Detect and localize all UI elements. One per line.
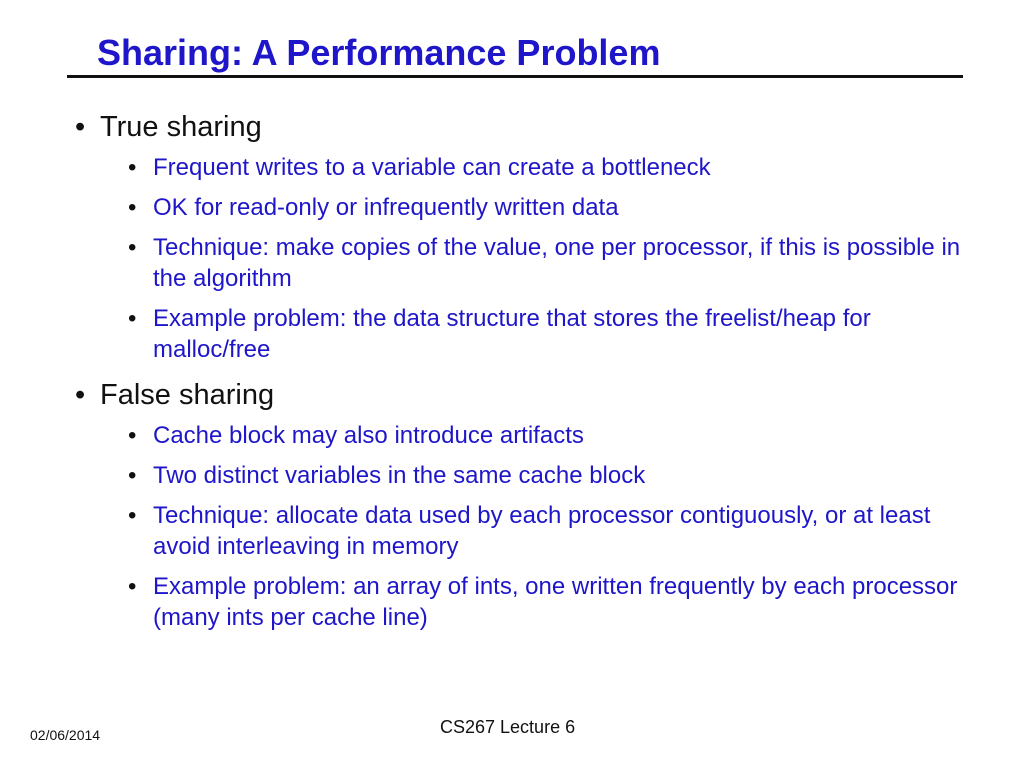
sub-bullet-text: Example problem: an array of ints, one written frequently by each processor (many ints per cache line) xyxy=(153,573,958,631)
sub-bullet xyxy=(128,420,975,451)
bullet-dot: • xyxy=(128,462,137,489)
section-heading: True sharing xyxy=(100,111,262,143)
sub-bullet xyxy=(128,571,975,633)
title-underline xyxy=(67,75,963,78)
bullet-false-sharing xyxy=(75,376,975,414)
sub-bullet-text: OK for read-only or infrequently written data xyxy=(153,194,619,221)
bullet-dot: • xyxy=(128,573,137,600)
bullet-dot: • xyxy=(75,111,86,143)
sub-bullet xyxy=(128,232,975,294)
bullet-dot: • xyxy=(128,154,137,181)
sub-bullet xyxy=(128,152,975,183)
sub-bullet-text: Frequent writes to a variable can create a bottleneck xyxy=(153,154,711,181)
sub-bullet-text: Two distinct variables in the same cache block xyxy=(153,462,646,489)
bullet-dot: • xyxy=(75,379,86,411)
sub-bullet xyxy=(128,500,975,562)
footer-course: CS267 Lecture 6 xyxy=(440,717,576,737)
sub-bullet xyxy=(128,460,975,491)
sub-bullet-text: Example problem: the data structure that stores the freelist/heap for malloc/free xyxy=(153,305,871,363)
bullet-dot: • xyxy=(128,194,137,221)
bullet-dot: • xyxy=(128,234,137,261)
bullet-dot: • xyxy=(128,422,137,449)
footer-date: 02/06/2014 xyxy=(30,727,101,743)
sub-bullet-text: Technique: make copies of the value, one per processor, if this is possible in the algorithm xyxy=(153,234,961,292)
sub-bullet-text: Cache block may also introduce artifacts xyxy=(153,422,584,449)
sub-bullet-text: Technique: allocate data used by each processor contiguously, or at least avoid interleaving in memory xyxy=(153,502,931,560)
slide-title: Sharing: A Performance Problem xyxy=(97,32,661,73)
sub-bullet xyxy=(128,303,975,365)
bullet-dot: • xyxy=(128,502,137,529)
slide-content xyxy=(75,108,975,633)
sub-bullet xyxy=(128,192,975,223)
section-heading: False sharing xyxy=(100,379,275,411)
bullet-dot: • xyxy=(128,305,137,332)
bullet-true-sharing xyxy=(75,108,975,146)
